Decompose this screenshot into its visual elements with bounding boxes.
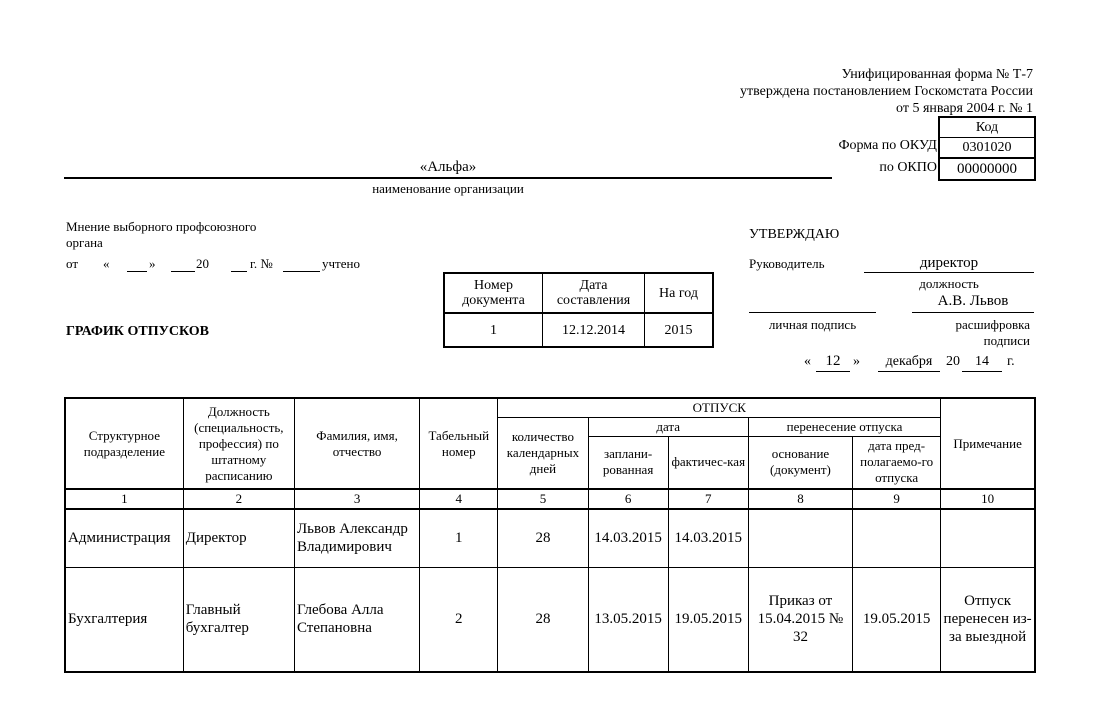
okpo-value: 00000000 <box>939 158 1035 180</box>
union-number-line <box>283 271 320 272</box>
head-position: Должность (специальность, профессия) по штатному расписанию <box>183 398 294 489</box>
table-row <box>65 509 1035 567</box>
approve-head-label: Руководитель <box>749 256 825 271</box>
head-date: дата <box>588 417 748 436</box>
col-number: 8 <box>748 489 852 509</box>
col-number: 3 <box>294 489 419 509</box>
form-header-line2: утверждена постановлением Госкомстата России <box>740 84 1033 99</box>
head-planned: заплани-рованная <box>588 436 668 489</box>
cell-name: Глебова Алла Степановна <box>294 567 419 672</box>
doc-head-date: Дата составления <box>543 273 645 313</box>
union-from: от <box>66 256 79 271</box>
cell-dept: Бухгалтерия <box>65 567 183 672</box>
col-number: 7 <box>668 489 748 509</box>
approve-decode-caption: расшифровка подписи <box>955 317 1030 348</box>
approve-year: 14 <box>975 354 989 369</box>
form-header-line1: Унифицированная форма № Т-7 <box>841 67 1033 82</box>
cell-note: Отпуск перенесен из-за выездной <box>941 567 1035 672</box>
col-number: 10 <box>941 489 1035 509</box>
approve-name: А.В. Львов <box>937 293 1009 309</box>
cell-basis: Приказ от 15.04.2015 № 32 <box>748 567 852 672</box>
union-year-line <box>231 271 247 272</box>
cell-name: Львов Александр Владимирович <box>294 509 419 567</box>
codes-head: Код <box>939 117 1035 138</box>
cell-days: 28 <box>498 509 588 567</box>
organization-underline <box>64 177 832 179</box>
organization-name: «Альфа» <box>419 159 477 175</box>
col-number: 1 <box>65 489 183 509</box>
col-number: 2 <box>183 489 294 509</box>
doc-head-number: Номер документа <box>444 273 543 313</box>
head-expected: дата пред-полагаемо-го отпуска <box>853 436 941 489</box>
cell-dept: Администрация <box>65 509 183 567</box>
approve-sign-caption: личная подпись <box>768 317 857 332</box>
approve-month: декабря <box>885 354 933 369</box>
column-numbers-row <box>65 489 1035 509</box>
approve-position: директор <box>919 255 979 271</box>
approve-position-line <box>864 272 1034 273</box>
cell-note <box>941 509 1035 567</box>
doc-head-year: На год <box>645 273 714 313</box>
approve-day-line <box>816 371 850 372</box>
union-month-line <box>171 271 195 272</box>
cell-planned: 14.03.2015 <box>588 509 668 567</box>
approve-year-prefix: 20 <box>946 354 960 369</box>
union-quote-open: « <box>103 256 110 271</box>
okud-label: Форма по ОКУД <box>838 138 937 153</box>
union-year-suffix: г. № <box>250 256 273 271</box>
approve-month-line <box>878 371 940 372</box>
col-number: 9 <box>853 489 941 509</box>
approve-sign-line <box>749 312 876 313</box>
col-number: 6 <box>588 489 668 509</box>
head-vacation: ОТПУСК <box>498 398 941 417</box>
union-opinion-line2: органа <box>66 235 103 250</box>
approve-year-line <box>962 371 1002 372</box>
doc-table <box>443 272 714 348</box>
cell-position: Директор <box>183 509 294 567</box>
cell-days: 28 <box>498 567 588 672</box>
union-year-prefix: 20 <box>196 256 209 271</box>
approve-title: УТВЕРЖДАЮ <box>749 227 840 242</box>
head-tab: Табельный номер <box>420 398 498 489</box>
approve-name-line <box>912 312 1034 313</box>
approve-quote-open: « <box>804 354 811 369</box>
head-dept: Структурное подразделение <box>65 398 183 489</box>
table-row <box>65 567 1035 672</box>
approve-day: 12 <box>825 353 841 369</box>
col-number: 4 <box>420 489 498 509</box>
cell-tab: 1 <box>420 509 498 567</box>
union-counted: учтено <box>322 256 360 271</box>
cell-expected <box>853 509 941 567</box>
head-name: Фамилия, имя, отчество <box>294 398 419 489</box>
doc-number: 1 <box>444 313 543 347</box>
approve-year-suffix: г. <box>1007 354 1015 369</box>
form-header-line3: от 5 января 2004 г. № 1 <box>896 101 1033 116</box>
organization-caption: наименование организации <box>372 181 524 196</box>
approve-quote-close: » <box>853 354 860 369</box>
head-note: Примечание <box>941 398 1035 489</box>
head-transfer: перенесение отпуска <box>748 417 940 436</box>
head-actual: фактичес-кая <box>668 436 748 489</box>
doc-date: 12.12.2014 <box>543 313 645 347</box>
cell-tab: 2 <box>420 567 498 672</box>
cell-expected: 19.05.2015 <box>853 567 941 672</box>
form-header <box>740 66 1033 117</box>
union-quote-close: » <box>149 256 156 271</box>
cell-actual: 19.05.2015 <box>668 567 748 672</box>
cell-position: Главный бухгалтер <box>183 567 294 672</box>
page-title: ГРАФИК ОТПУСКОВ <box>66 324 209 339</box>
head-days: количество календарных дней <box>498 417 588 489</box>
codes-table <box>938 116 1036 181</box>
head-basis: основание (документ) <box>748 436 852 489</box>
vacation-table <box>64 397 1036 673</box>
union-day-line <box>127 271 147 272</box>
approve-position-caption: должность <box>919 276 979 291</box>
union-opinion <box>66 219 256 251</box>
okud-value: 0301020 <box>939 138 1035 159</box>
cell-planned: 13.05.2015 <box>588 567 668 672</box>
doc-year: 2015 <box>645 313 714 347</box>
union-opinion-line1: Мнение выборного профсоюзного <box>66 219 257 234</box>
cell-actual: 14.03.2015 <box>668 509 748 567</box>
col-number: 5 <box>498 489 588 509</box>
cell-basis <box>748 509 852 567</box>
okpo-label: по ОКПО <box>879 160 937 175</box>
